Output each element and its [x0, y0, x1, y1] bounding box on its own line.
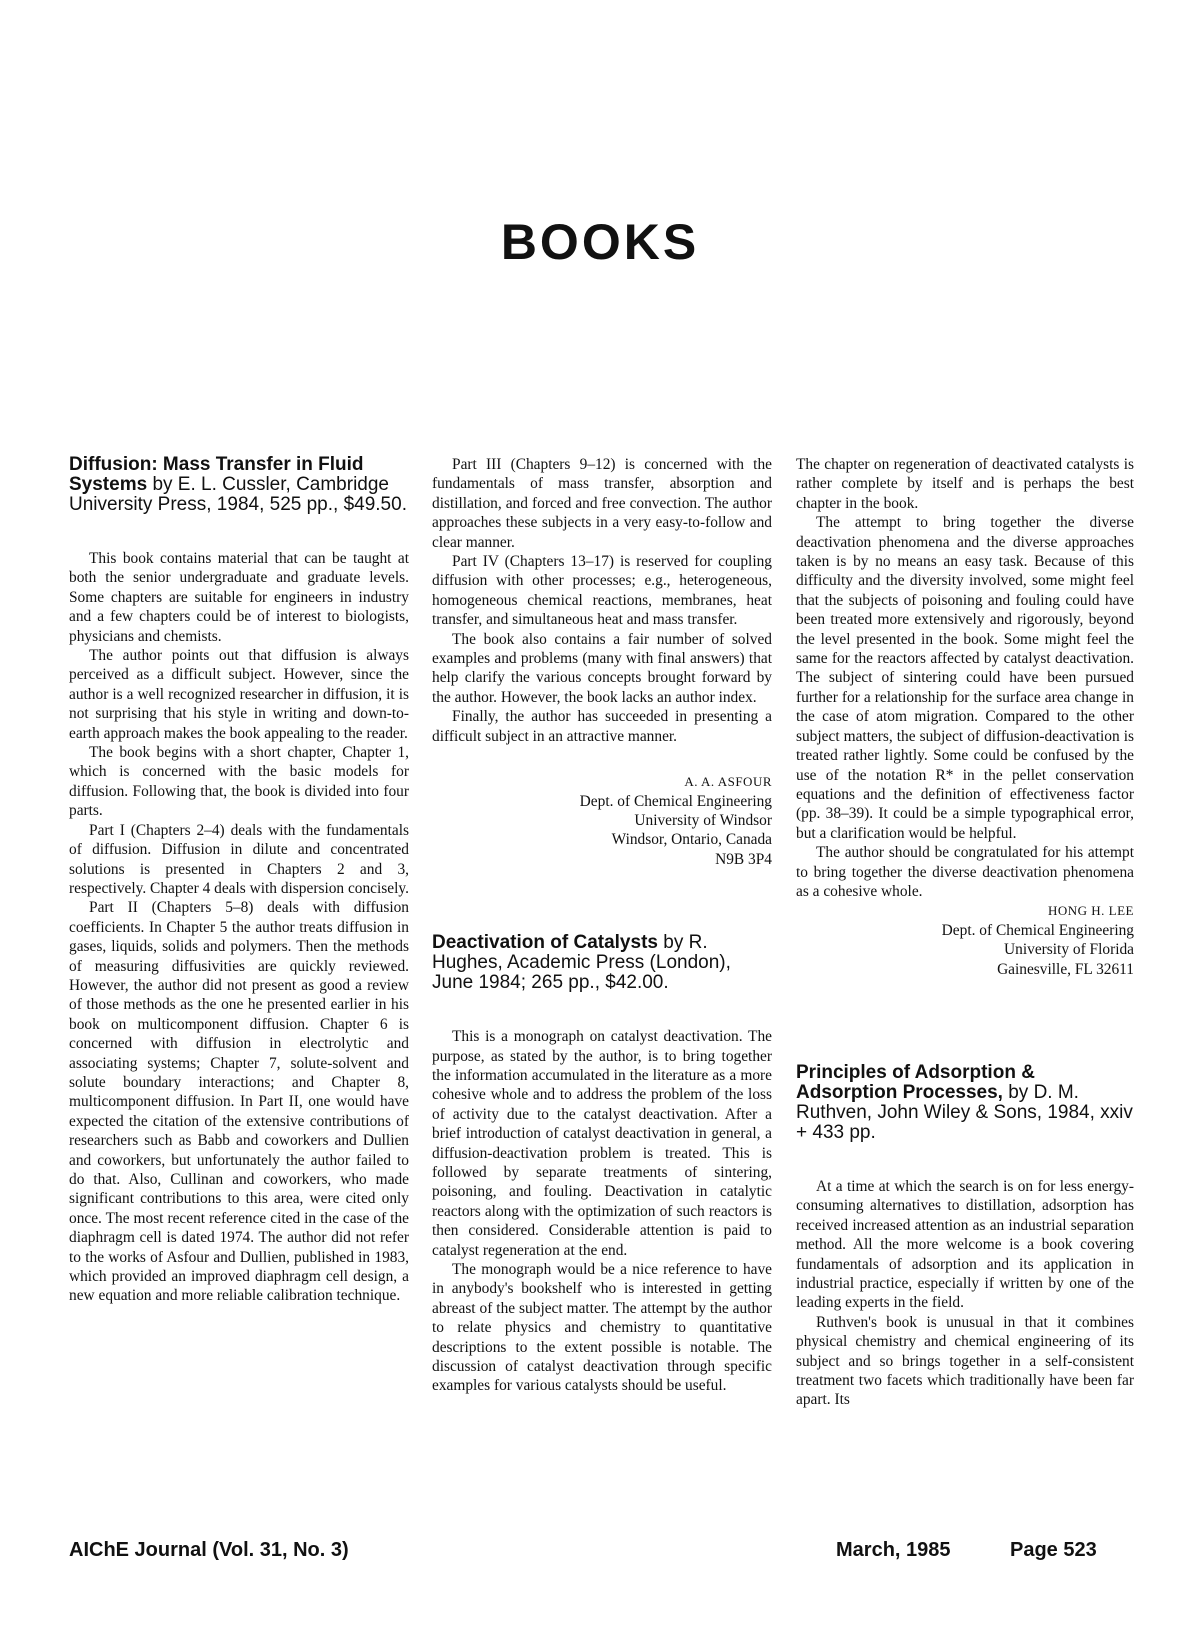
review-paragraph: Ruthven's book is unusual in that it combines physical chemistry and chemical engineering of its subject and so brings together in a self-consistent treatment two facets which traditionally have been far apart. Its	[796, 1313, 1134, 1409]
review-paragraph: Part III (Chapters 9–12) is concerned with the fundamentals of mass transfer, absorption and distillation, and forced and free convection. The author approaches these subjects in a very easy-to-follow and clear manner.	[432, 456, 772, 551]
reviewer-city: Windsor, Ontario, Canada	[611, 831, 772, 849]
review-paragraph: Finally, the author has succeeded in presenting a difficult subject in an attractive manner.	[432, 708, 772, 745]
review-paragraph: Part II (Chapters 5–8) deals with diffusion coefficients. In Chapter 5 the author treats diffusion in gases, liquids, solids and polymers. Then the methods of measuring diffusivities are quickly reviewed. However, the author did not present as good a review of those methods as the one he presented earlier in his book on multicomponent diffusion. Chapter 6 is concerned with diffusion in electrolytic and associating systems; Chapter 7, solute-solvent and solute boundary interactions; and Chapter 8, multicomponent diffusion. In Part II, one would have expected the citation of the extensive contributions of researchers such as Babb and coworkers and Dullien and coworkers, but unfortunately the author failed to do that. Also, Cullinan and coworkers, who made significant contributions to this area, were cited only once. The most recent reference cited in the case of the diaphragm cell is dated 1974. The author did not refer to the works of Asfour and Dullien, published in 1983, which provided an improved diaphragm cell design, a new equation and more reliable calibration technique.	[69, 899, 409, 1305]
reviewer-university: University of Florida	[1004, 941, 1134, 959]
book-citation: by E. L. Cussler, Cambridge University Press, 1984, 525 pp., $49.50.	[69, 474, 407, 515]
review-heading	[69, 455, 409, 515]
reviewer-name: A. A. ASFOUR	[684, 774, 772, 790]
review-heading	[432, 933, 772, 993]
review-paragraph: The monograph would be a nice reference to have in anybody's bookshelf who is interested in getting abreast of the subject matter. The attempt by the author to relate physics and chemistry to quantitative descriptions to the extent possible is notable. The discussion of catalyst deactivation through specific examples for various catalysts should be useful.	[432, 1261, 772, 1395]
reviewer-signature	[432, 772, 772, 869]
review-paragraph: The author points out that diffusion is always perceived as a difficult subject. However, since the author is a well recognized researcher in diffusion, it is not surprising that his style in writing and down-to-earth approach makes the book appealing to the reader.	[69, 647, 409, 742]
review-paragraph: This is a monograph on catalyst deactivation. The purpose, as stated by the author, is to bring together the information accumulated in the literature as a more cohesive whole and to address the problem of the loss of activity due to the catalyst deactivation. After a brief introduction of catalyst deactivation in general, a diffusion-deactivation problem is treated. This is followed by separate treatments of sintering, poisoning, and fouling. Deactivation in catalytic reactors along with the optimization of such reactors is then considered. Considerable attention is paid to catalyst regeneration at the end.	[432, 1028, 772, 1259]
review-paragraph: At a time at which the search is on for less energy-consuming alternatives to distillation, adsorption has received increased attention as an industrial separation method. All the more welcome is a book covering fundamentals of adsorption and its application in industrial practice, especially if written by one of the leading experts in the field.	[796, 1177, 1134, 1312]
reviewer-signature	[796, 901, 1134, 979]
book-title: Diffusion: Mass Transfer in Fluid Systems	[69, 454, 364, 495]
review-paragraph: This book contains material that can be taught at both the senior undergraduate and graduate levels. Some chapters are suitable for engineers in industry and a few chapters could be of interest to biologists, physicians and chemists.	[69, 550, 409, 645]
review-heading	[796, 1063, 1134, 1143]
review-paragraph: Part I (Chapters 2–4) deals with the fundamentals of diffusion. Diffusion in dilute and concentrated solutions is presented in Chapters 2 and 3, respectively. Chapter 4 deals with dispersion concisely.	[69, 821, 409, 897]
column-2	[432, 455, 772, 1396]
book-citation: by D. M. Ruthven, John Wiley & Sons, 1984, xxiv + 433 pp.	[796, 1081, 1133, 1143]
review-paragraph: Part IV (Chapters 13–17) is reserved for coupling diffusion with other processes; e.g., heterogeneous, homogeneous chemical reactions, membranes, heat transfer, and simultaneous heat and mass transfer.	[432, 553, 772, 629]
reviewer-university: University of Windsor	[634, 811, 772, 829]
footer-date: March, 1985	[836, 1539, 951, 1561]
reviewer-city: Gainesville, FL 32611	[997, 960, 1134, 978]
book-title: Deactivation of Catalysts	[432, 932, 658, 954]
book-title: Principles of Adsorption & Adsorption Processes,	[796, 1061, 1035, 1103]
reviewer-name: HONG H. LEE	[1047, 903, 1134, 919]
review-paragraph: The author should be congratulated for his attempt to bring together the diverse deactivation phenomena as a cohesive whole.	[796, 844, 1134, 900]
reviewer-postal-code: N9B 3P4	[715, 850, 772, 868]
page-title: BOOKS	[500, 214, 700, 270]
column-3	[796, 455, 1134, 1410]
review-paragraph: The chapter on regeneration of deactivated catalysts is rather complete by itself and is perhaps the best chapter in the book.	[796, 456, 1134, 512]
footer-page-number: Page 523	[1010, 1539, 1097, 1561]
review-paragraph: The attempt to bring together the diverse deactivation phenomena and the diverse approaches taken is by no means an easy task. Because of this difficulty and the diversity involved, some might feel that the subjects of poisoning and fouling could have been treated more extensively and rigorously, beyond the level presented in the book. Some might feel the same for the reactors affected by catalyst deactivation. The subject of sintering could have been pursued further for a relationship for the surface area change in the case of atom migration. Compared to the other subject matters, the subject of diffusion-deactivation is treated rather lightly. Some could be confused by the use of the notation R* in the pellet conservation equations and the definition of effectiveness factor (pp. 38–39). It could be a simple typographical error, but a clarification would be helpful.	[796, 514, 1134, 842]
review-paragraph: The book begins with a short chapter, Chapter 1, which is concerned with the basic models for diffusion. Following that, the book is divided into four parts.	[69, 744, 409, 820]
review-paragraph: The book also contains a fair number of solved examples and problems (many with final answers) that help clarify the various concepts brought forward by the author. However, the book lacks an author index.	[432, 630, 772, 706]
book-citation: by R. Hughes, Academic Press (London), June 1984; 265 pp., $42.00.	[432, 932, 731, 994]
column-1	[69, 455, 409, 1306]
footer-journal: AIChE Journal (Vol. 31, No. 3)	[69, 1539, 349, 1561]
reviewer-department: Dept. of Chemical Engineering	[941, 921, 1134, 939]
reviewer-department: Dept. of Chemical Engineering	[579, 792, 772, 810]
